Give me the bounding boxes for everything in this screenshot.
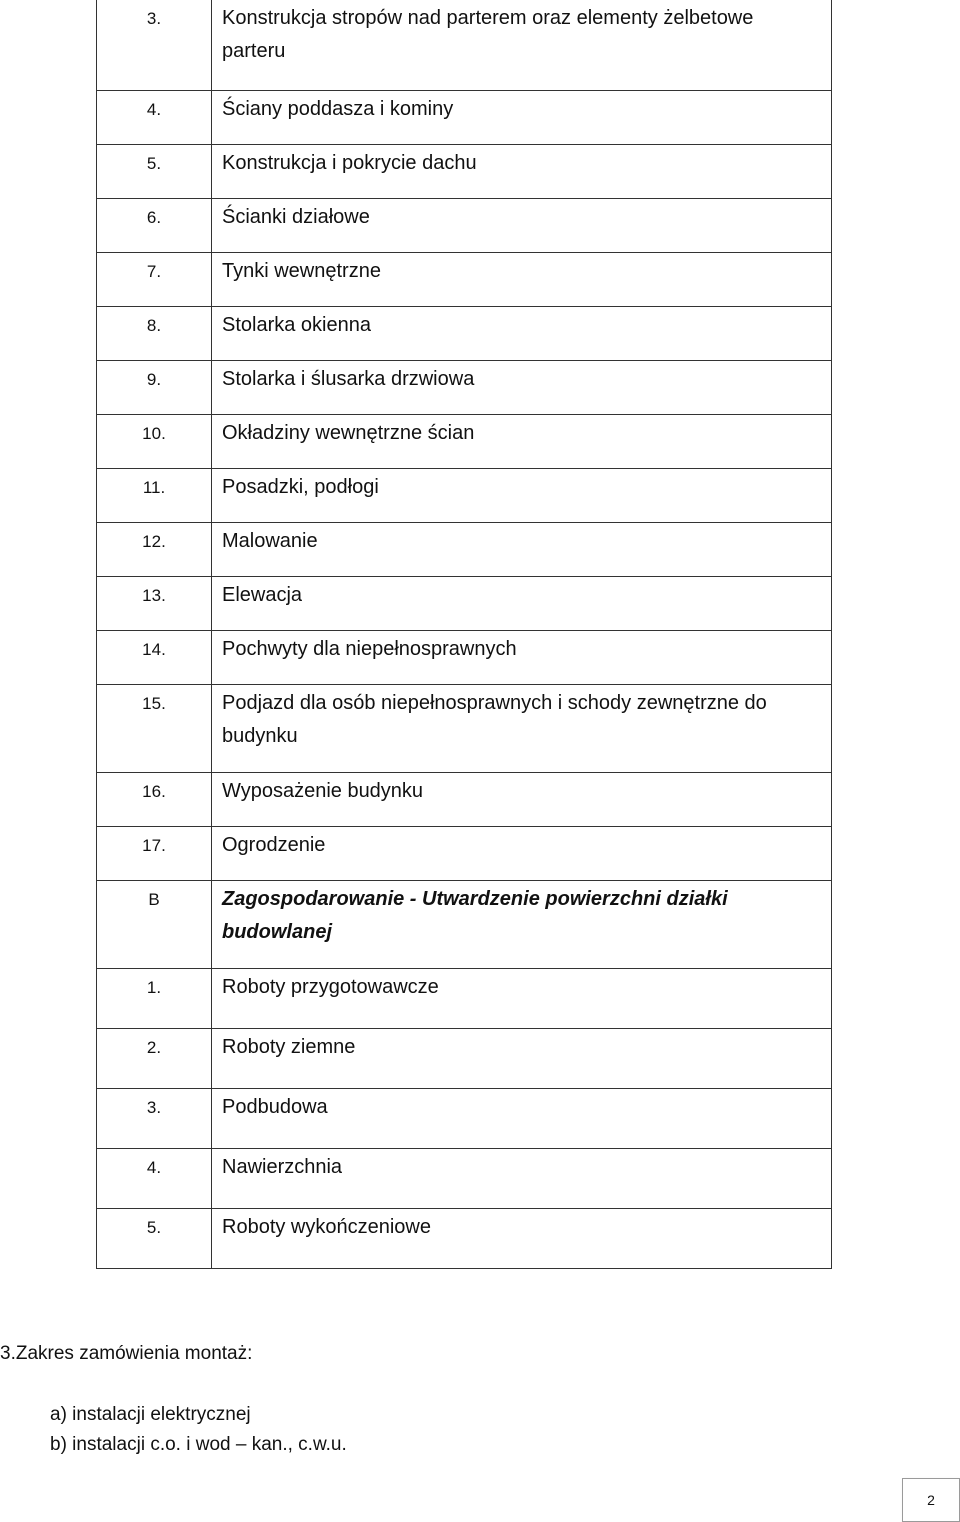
table-row xyxy=(97,1148,832,1208)
table-row xyxy=(97,576,832,630)
row-number: 7. xyxy=(97,252,212,306)
row-number: 17. xyxy=(97,826,212,880)
row-description: Tynki wewnętrzne xyxy=(212,252,832,306)
row-number: 2. xyxy=(97,1028,212,1088)
row-description: Wyposażenie budynku xyxy=(212,772,832,826)
table-row xyxy=(97,0,832,90)
works-table xyxy=(96,0,832,1269)
table-row xyxy=(97,360,832,414)
row-description: Okładziny wewnętrzne ścian xyxy=(212,414,832,468)
table-row xyxy=(97,826,832,880)
row-number: 11. xyxy=(97,468,212,522)
table-row xyxy=(97,522,832,576)
row-description: Ogrodzenie xyxy=(212,826,832,880)
table-row xyxy=(97,468,832,522)
row-description: Podbudowa xyxy=(212,1088,832,1148)
table-row xyxy=(97,252,832,306)
section-heading: Zagospodarowanie - Utwardzenie powierzchni działki budowlanej xyxy=(212,880,832,968)
table-row xyxy=(97,414,832,468)
row-description: Ściany poddasza i kominy xyxy=(212,90,832,144)
row-description: Roboty ziemne xyxy=(212,1028,832,1088)
row-number: 15. xyxy=(97,684,212,772)
row-description: Ścianki działowe xyxy=(212,198,832,252)
scope-item-plumbing: b) instalacji c.o. i wod – kan., c.w.u. xyxy=(50,1434,347,1455)
row-description: Stolarka okienna xyxy=(212,306,832,360)
row-number: 3. xyxy=(97,0,212,90)
section-letter: B xyxy=(97,880,212,968)
table-row xyxy=(97,306,832,360)
row-description: Malowanie xyxy=(212,522,832,576)
row-description: Konstrukcja stropów nad parterem oraz elementy żelbetowe parteru xyxy=(212,0,832,90)
row-number: 13. xyxy=(97,576,212,630)
row-description: Pochwyty dla niepełnosprawnych xyxy=(212,630,832,684)
row-number: 10. xyxy=(97,414,212,468)
row-description: Posadzki, podłogi xyxy=(212,468,832,522)
scope-item-electrical: a) instalacji elektrycznej xyxy=(50,1404,251,1425)
table-row xyxy=(97,90,832,144)
row-description: Podjazd dla osób niepełnosprawnych i schody zewnętrzne do budynku xyxy=(212,684,832,772)
row-description: Konstrukcja i pokrycie dachu xyxy=(212,144,832,198)
table-row xyxy=(97,198,832,252)
table-row xyxy=(97,1028,832,1088)
row-number: 3. xyxy=(97,1088,212,1148)
row-number: 5. xyxy=(97,144,212,198)
row-description: Elewacja xyxy=(212,576,832,630)
table-row xyxy=(97,684,832,772)
table-row xyxy=(97,144,832,198)
scope-list xyxy=(50,1400,347,1460)
row-number: 4. xyxy=(97,90,212,144)
row-number: 12. xyxy=(97,522,212,576)
row-number: 1. xyxy=(97,968,212,1028)
table-row xyxy=(97,1088,832,1148)
scope-heading: 3.Zakres zamówienia montaż: xyxy=(0,1343,253,1364)
row-description: Roboty przygotowawcze xyxy=(212,968,832,1028)
row-number: 9. xyxy=(97,360,212,414)
row-description: Nawierzchnia xyxy=(212,1148,832,1208)
table-row xyxy=(97,630,832,684)
table-row xyxy=(97,968,832,1028)
row-number: 14. xyxy=(97,630,212,684)
table-row xyxy=(97,772,832,826)
section-heading-row xyxy=(97,880,832,968)
row-number: 16. xyxy=(97,772,212,826)
table-row xyxy=(97,1208,832,1268)
row-number: 6. xyxy=(97,198,212,252)
row-description: Stolarka i ślusarka drzwiowa xyxy=(212,360,832,414)
row-number: 4. xyxy=(97,1148,212,1208)
page-number: 2 xyxy=(902,1478,960,1522)
row-description: Roboty wykończeniowe xyxy=(212,1208,832,1268)
row-number: 5. xyxy=(97,1208,212,1268)
row-number: 8. xyxy=(97,306,212,360)
